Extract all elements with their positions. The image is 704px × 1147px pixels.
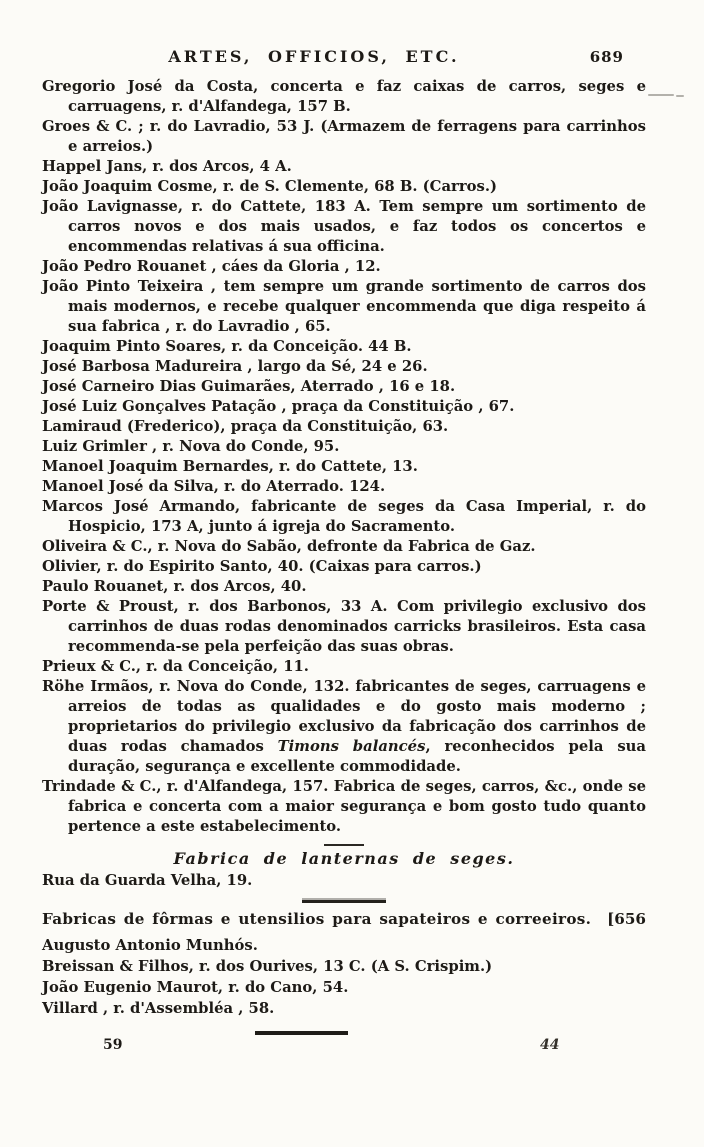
section-heading-formas: Fabricas de fôrmas e utensilios para sapateiros e correeiros. — [42, 910, 592, 928]
directory-entry: João Lavignasse, r. do Cattete, 183 A. Tem sempre um sortimento de carros novos e dos mais usados, e faz todos os concertos e encommendas relativas á sua officina. — [42, 198, 646, 255]
directory-entry: Porte & Proust, r. dos Barbonos, 33 A. Com privilegio exclusivo dos carrinhos de duas rodas denominados carricks brasileiros. Esta casa recommenda-se pela perfeição das suas obras. — [42, 598, 646, 655]
directory-entry: Villard , r. d'Assembléa , 58. — [42, 1000, 275, 1017]
directory-entry: Trindade & C., r. d'Alfandega, 157. Fabrica de seges, carros, &c., onde se fabrica e concerta com a maior segurança e bom gosto tudo quanto pertence a este estabelecimento. — [42, 778, 646, 835]
directory-entry: Manoel José da Silva, r. do Aterrado. 124. — [42, 478, 386, 495]
page-title: ARTES, OFFICIOS, ETC. — [168, 47, 460, 66]
directory-entry: João Eugenio Maurot, r. do Cano, 54. — [42, 979, 349, 996]
directory-entry: Olivier, r. do Espirito Santo, 40. (Caixas para carros.) — [42, 558, 482, 575]
page-number: 689 — [589, 48, 624, 66]
directory-entry: José Barbosa Madureira , largo da Sé, 24 e 26. — [42, 358, 428, 375]
directory-entry: Paulo Rouanet, r. dos Arcos, 40. — [42, 578, 307, 595]
running-header — [42, 47, 646, 69]
directory-list-lanterns — [42, 871, 646, 891]
directory-list-carriage-makers — [42, 77, 646, 837]
directory-entry: Marcos José Armando, fabricante de seges da Casa Imperial, r. do Hospicio, 173 A, junto á igreja do Sacramento. — [42, 498, 646, 535]
directory-entry: Lamiraud (Frederico), praça da Constituição, 63. — [42, 418, 449, 435]
directory-entry: Happel Jans, r. dos Arcos, 4 A. — [42, 158, 292, 175]
directory-entry: Groes & C. ; r. do Lavradio, 53 J. (Armazem de ferragens para carrinhos e arreios.) — [42, 118, 646, 155]
directory-entry: João Pinto Teixeira , tem sempre um grande sortimento de carros dos mais modernos, e recebe qualquer encommenda que diga respeito á sua fabrica , r. do Lavradio , 65. — [42, 278, 646, 335]
scan-smudge — [648, 94, 674, 96]
directory-entry: José Carneiro Dias Guimarães, Aterrado , 16 e 18. — [42, 378, 456, 395]
directory-entry: Augusto Antonio Munhós. — [42, 937, 258, 954]
section-heading-lanterns: Fabrica de lanternas de seges. — [173, 849, 515, 868]
scan-smudge — [676, 95, 684, 97]
footer-signature-number: 59 — [103, 1037, 123, 1053]
directory-list-formas — [42, 936, 646, 1019]
directory-entry: Oliveira & C., r. Nova do Sabão, defronte da Fabrica de Gaz. — [42, 538, 536, 555]
directory-entry: Prieux & C., r. da Conceição, 11. — [42, 658, 309, 675]
section-ref-number: [656 — [607, 910, 646, 928]
directory-entry: Joaquim Pinto Soares, r. da Conceição. 44 B. — [42, 338, 412, 355]
directory-entry: Manoel Joaquim Bernardes, r. do Cattete, 13. — [42, 458, 418, 475]
section-divider — [324, 844, 364, 846]
text-column — [42, 77, 646, 1020]
directory-entry: João Joaquim Cosme, r. de S. Clemente, 68 B. (Carros.) — [42, 178, 497, 195]
section-divider — [302, 900, 386, 903]
directory-entry: João Pedro Rouanet , cáes da Gloria , 12. — [42, 258, 381, 275]
directory-entry: Luiz Grimler , r. Nova do Conde, 95. — [42, 438, 340, 455]
directory-entry: José Luiz Gonçalves Patação , praça da Constituição , 67. — [42, 398, 515, 415]
directory-entry: Rua da Guarda Velha, 19. — [42, 872, 253, 889]
footer-catchword-number: 44 — [540, 1037, 560, 1053]
directory-entry: Röhe Irmãos, r. Nova do Conde, 132. fabricantes de seges, carruagens e arreios de todas as qualidades e do gosto mais moderno ; proprietarios do privilegio exclusivo da fabricação dos carrinhos de duas rodas chamados Timons balancés, reconhecidos pela sua duração, segurança e excellente commodidade. — [42, 678, 646, 775]
section-heading-row — [42, 910, 646, 928]
directory-entry: Breissan & Filhos, r. dos Ourives, 13 C. (A S. Crispim.) — [42, 958, 493, 975]
directory-entry: Gregorio José da Costa, concerta e faz caixas de carros, seges e carruagens, r. d'Alfandega, 157 B. — [42, 78, 646, 115]
footer-rule — [255, 1031, 348, 1035]
